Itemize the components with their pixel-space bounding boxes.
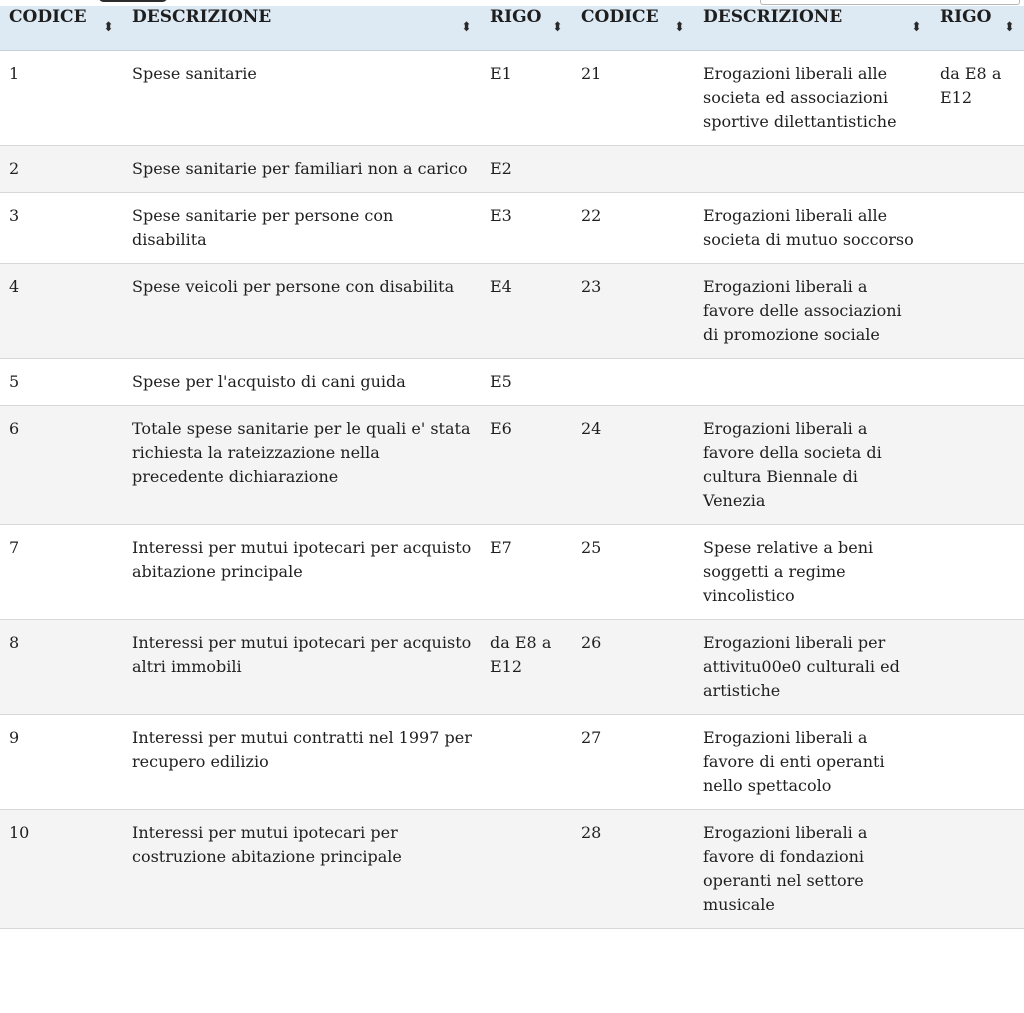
- rigo-cell: [481, 810, 572, 929]
- descrizione-cell: Spese sanitarie: [123, 51, 481, 146]
- sort-icon[interactable]: ⬍: [911, 20, 922, 35]
- descrizione-cell: Interessi per mutui ipotecari per acquisto altri immobili: [123, 620, 481, 715]
- codice-cell: 9: [0, 715, 123, 810]
- rigo-cell: da E8 a E12: [931, 51, 1024, 146]
- codice-cell: 24: [572, 406, 694, 525]
- codice-cell: 4: [0, 264, 123, 359]
- column-header-label: DESCRIZIONE: [132, 6, 272, 27]
- table-row: [0, 359, 1024, 406]
- table-header-row: [0, 6, 1024, 51]
- sort-icon[interactable]: ⬍: [103, 20, 114, 35]
- table-row: [0, 264, 1024, 359]
- table-body: [0, 51, 1024, 929]
- descrizione-cell: Spese sanitarie per persone con disabilita: [123, 193, 481, 264]
- rigo-cell: E5: [481, 359, 572, 406]
- codice-cell: 8: [0, 620, 123, 715]
- codice-cell: 22: [572, 193, 694, 264]
- codice-cell: 6: [0, 406, 123, 525]
- column-header-label: RIGO: [940, 6, 992, 27]
- rigo-cell: E3: [481, 193, 572, 264]
- descrizione-cell: Erogazioni liberali a favore di fondazioni operanti nel settore musicale: [694, 810, 931, 929]
- table-row: [0, 146, 1024, 193]
- rigo-cell: [931, 264, 1024, 359]
- column-header-codice-left[interactable]: [0, 6, 123, 51]
- rigo-cell: E7: [481, 525, 572, 620]
- descrizione-cell: Erogazioni liberali a favore della societa di cultura Biennale di Venezia: [694, 406, 931, 525]
- rigo-cell: [931, 525, 1024, 620]
- sort-icon[interactable]: ⬍: [552, 20, 563, 35]
- rigo-cell: E4: [481, 264, 572, 359]
- descrizione-cell: Spese relative a beni soggetti a regime vincolistico: [694, 525, 931, 620]
- descrizione-cell: Erogazioni liberali a favore delle associazioni di promozione sociale: [694, 264, 931, 359]
- codice-cell: 23: [572, 264, 694, 359]
- codice-cell: 10: [0, 810, 123, 929]
- column-header-rigo-right[interactable]: [931, 6, 1024, 51]
- column-header-label: CODICE: [9, 6, 87, 27]
- codice-cell: [572, 359, 694, 406]
- descrizione-cell: Spese veicoli per persone con disabilita: [123, 264, 481, 359]
- rigo-cell: [931, 193, 1024, 264]
- rigo-cell: [931, 810, 1024, 929]
- column-header-codice-right[interactable]: [572, 6, 694, 51]
- column-header-label: CODICE: [581, 6, 659, 27]
- rigo-cell: [481, 715, 572, 810]
- codice-cell: 28: [572, 810, 694, 929]
- sort-icon[interactable]: ⬍: [1004, 20, 1015, 35]
- descrizione-cell: Erogazioni liberali a favore di enti operanti nello spettacolo: [694, 715, 931, 810]
- partial-button[interactable]: [98, 0, 168, 2]
- partial-search-field[interactable]: [760, 0, 1020, 5]
- descrizione-cell: Spese sanitarie per familiari non a carico: [123, 146, 481, 193]
- rigo-cell: E6: [481, 406, 572, 525]
- descrizione-cell: Erogazioni liberali alle societa di mutuo soccorso: [694, 193, 931, 264]
- rigo-cell: [931, 406, 1024, 525]
- column-header-rigo-left[interactable]: [481, 6, 572, 51]
- codice-cell: 7: [0, 525, 123, 620]
- codice-cell: [572, 146, 694, 193]
- rigo-cell: [931, 715, 1024, 810]
- descrizione-cell: Erogazioni liberali per attivitu00e0 culturali ed artistiche: [694, 620, 931, 715]
- rigo-cell: [931, 146, 1024, 193]
- sort-icon[interactable]: ⬍: [674, 20, 685, 35]
- rigo-cell: [931, 359, 1024, 406]
- table-row: [0, 406, 1024, 525]
- codice-cell: 26: [572, 620, 694, 715]
- codice-cell: 3: [0, 193, 123, 264]
- descrizione-cell: Interessi per mutui contratti nel 1997 per recupero edilizio: [123, 715, 481, 810]
- descrizione-cell: Erogazioni liberali alle societa ed associazioni sportive dilettantistiche: [694, 51, 931, 146]
- rigo-cell: E1: [481, 51, 572, 146]
- descrizione-cell: Interessi per mutui ipotecari per costruzione abitazione principale: [123, 810, 481, 929]
- column-header-label: DESCRIZIONE: [703, 6, 843, 27]
- codice-cell: 2: [0, 146, 123, 193]
- rigo-cell: E2: [481, 146, 572, 193]
- codice-cell: 1: [0, 51, 123, 146]
- codice-cell: 25: [572, 525, 694, 620]
- table-row: [0, 525, 1024, 620]
- rigo-cell: da E8 a E12: [481, 620, 572, 715]
- descrizione-cell: Interessi per mutui ipotecari per acquisto abitazione principale: [123, 525, 481, 620]
- column-header-descrizione-right[interactable]: [694, 6, 931, 51]
- table-row: [0, 51, 1024, 146]
- rigo-cell: [931, 620, 1024, 715]
- codice-cell: 27: [572, 715, 694, 810]
- descrizione-cell: Spese per l'acquisto di cani guida: [123, 359, 481, 406]
- column-header-label: RIGO: [490, 6, 542, 27]
- column-header-descrizione-left[interactable]: [123, 6, 481, 51]
- table-row: [0, 810, 1024, 929]
- table-row: [0, 193, 1024, 264]
- table-row: [0, 620, 1024, 715]
- codice-cell: 5: [0, 359, 123, 406]
- descrizione-cell: [694, 359, 931, 406]
- codice-cell: 21: [572, 51, 694, 146]
- sort-icon[interactable]: ⬍: [461, 20, 472, 35]
- descrizione-cell: Totale spese sanitarie per le quali e' stata richiesta la rateizzazione nella precedente dichiarazione: [123, 406, 481, 525]
- descrizione-cell: [694, 146, 931, 193]
- table-row: [0, 715, 1024, 810]
- codes-table: [0, 6, 1024, 929]
